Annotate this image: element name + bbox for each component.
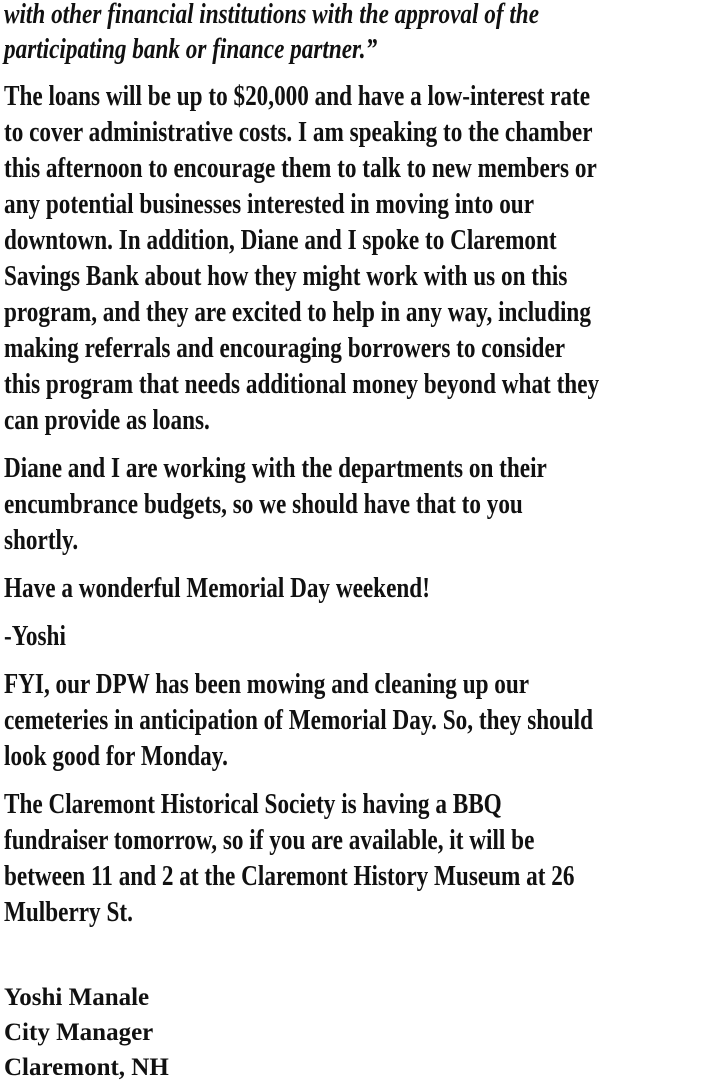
paragraph-loans-line: downtown. In addition, Diane and I spoke to Claremont — [4, 224, 557, 256]
quote-line: with other financial institutions with the approval of the — [4, 0, 540, 30]
paragraph-budgets-line: encumbrance budgets, so we should have that to you — [4, 488, 523, 520]
paragraph-bbq-line: between 11 and 2 at the Claremont History Museum at 26 — [4, 860, 575, 892]
paragraph-loans-line: Savings Bank about how they might work with us on this — [4, 260, 568, 292]
paragraph-loans-line: this afternoon to encourage them to talk to new members or — [4, 152, 597, 184]
paragraph-bbq-line: Mulberry St. — [4, 896, 133, 928]
paragraph-dpw-line: cemeteries in anticipation of Memorial Day. So, they should — [4, 704, 593, 736]
paragraph-dpw-line: FYI, our DPW has been mowing and cleaning up our — [4, 668, 530, 700]
memorial-day-greeting: Have a wonderful Memorial Day weekend! — [4, 572, 430, 604]
paragraph-loans-line: to cover administrative costs. I am speaking to the chamber — [4, 116, 593, 148]
paragraph-bbq-line: fundraiser tomorrow, so if you are available, it will be — [4, 824, 535, 856]
paragraph-loans-line: making referrals and encouraging borrowers to consider — [4, 332, 566, 364]
signature-location: Claremont, NH — [4, 1054, 169, 1081]
paragraph-budgets-line: Diane and I are working with the departments on their — [4, 452, 547, 484]
signature-title: City Manager — [4, 1019, 154, 1046]
paragraph-loans-line: can provide as loans. — [4, 404, 210, 436]
paragraph-dpw-line: look good for Monday. — [4, 740, 228, 772]
paragraph-bbq-line: The Claremont Historical Society is having a BBQ — [4, 788, 502, 820]
quote-line: participating bank or finance partner.” — [4, 33, 378, 65]
paragraph-loans-line: any potential businesses interested in moving into our — [4, 188, 535, 220]
paragraph-loans-line: program, and they are excited to help in any way, including — [4, 296, 591, 328]
signature-name: Yoshi Manale — [4, 984, 150, 1011]
paragraph-loans-line: The loans will be up to $20,000 and have a low-interest rate — [4, 80, 591, 112]
sign-off: -Yoshi — [4, 620, 66, 652]
paragraph-loans-line: this program that needs additional money beyond what they — [4, 368, 600, 400]
paragraph-budgets-line: shortly. — [4, 524, 79, 556]
